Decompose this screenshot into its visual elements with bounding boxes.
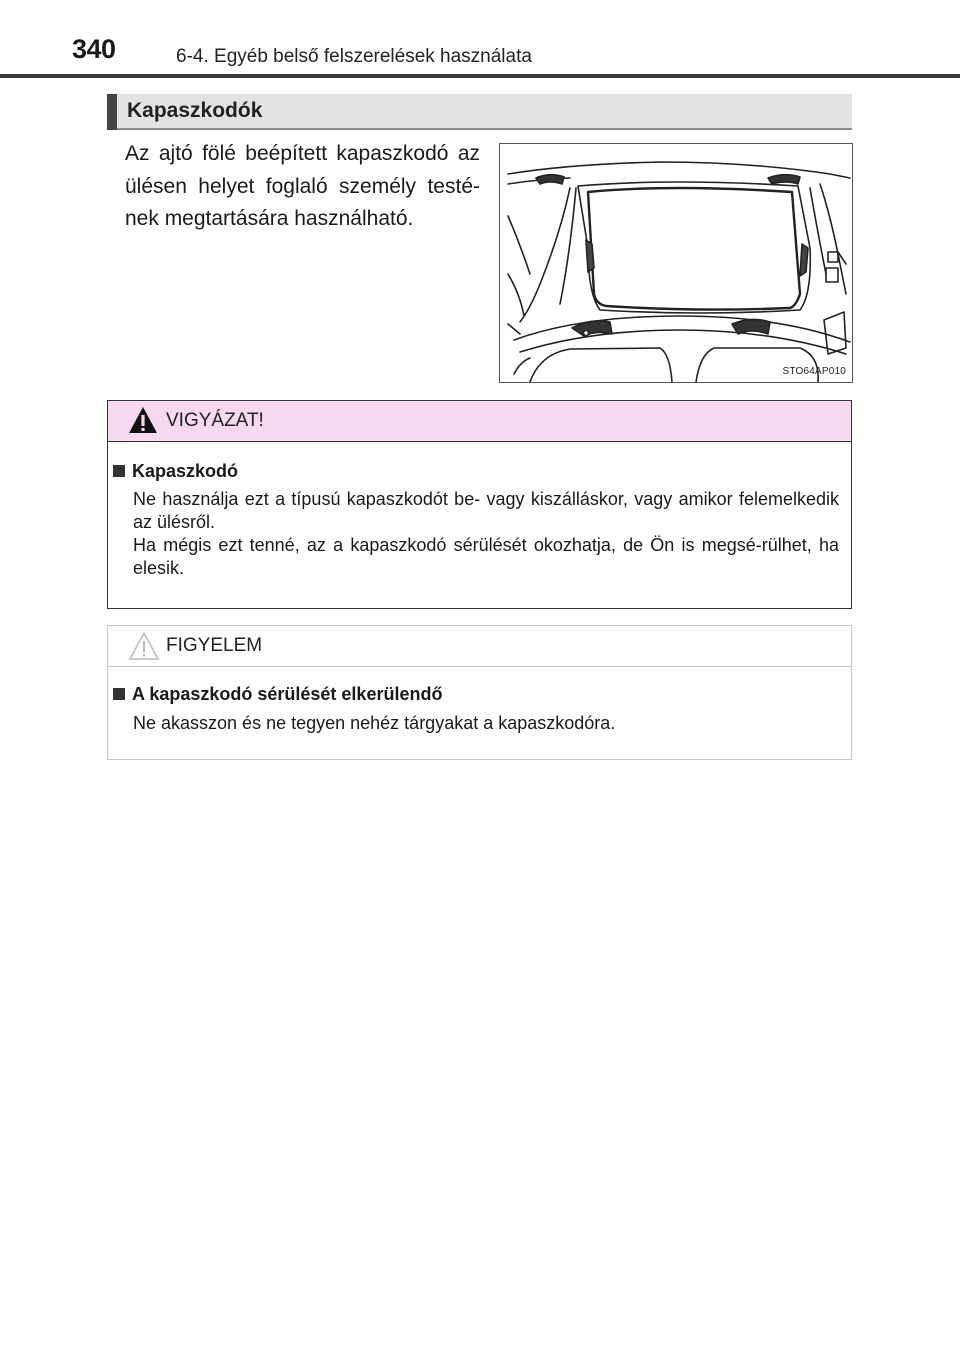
grab-handle-illustration	[499, 143, 853, 383]
warning-item-title	[113, 461, 238, 482]
caution-triangle-icon	[128, 631, 160, 666]
warning-box	[107, 400, 852, 609]
notice-box	[107, 625, 852, 760]
car-interior-drawing	[500, 144, 852, 382]
notice-label: FIGYELEM	[166, 635, 263, 656]
page-number: 340	[72, 34, 116, 64]
figure-code: STO64AP010	[782, 366, 846, 377]
intro-text: Az ajtó fölé beépített kapaszkodó az ülésen helyet foglaló személy testé-nek megtartására használható.	[125, 142, 480, 230]
bullet-square-icon	[113, 465, 125, 477]
notice-item-body	[133, 712, 839, 735]
warning-paragraph-1: Ne használja ezt a típusú kapaszkodót be- vagy kiszálláskor, vagy amikor felemelkedik az ülésről.	[133, 489, 839, 532]
warning-paragraph-2: Ha mégis ezt tenné, az a kapaszkodó sérülését okozhatja, de Ön is megsé-rülhet, ha elesik.	[133, 535, 839, 578]
notice-header	[108, 626, 851, 667]
chapter-title: 6-4. Egyéb belső felszerelések használata	[176, 46, 532, 67]
notice-paragraph-1: Ne akasszon és ne tegyen nehéz tárgyakat a kapaszkodóra.	[133, 713, 616, 733]
section-header-bar	[107, 94, 117, 130]
warning-item-body	[133, 488, 839, 580]
warning-triangle-icon	[128, 406, 158, 439]
header-rule	[0, 74, 960, 78]
section-title: Kapaszkodók	[127, 99, 263, 122]
warning-label: VIGYÁZAT!	[166, 410, 264, 431]
warning-item-title-text: Kapaszkodó	[132, 461, 239, 481]
section-header	[107, 94, 852, 130]
notice-item-title-text: A kapaszkodó sérülését elkerülendő	[132, 684, 443, 704]
bullet-square-icon	[113, 688, 125, 700]
warning-header	[108, 401, 851, 442]
notice-item-title	[113, 684, 442, 705]
